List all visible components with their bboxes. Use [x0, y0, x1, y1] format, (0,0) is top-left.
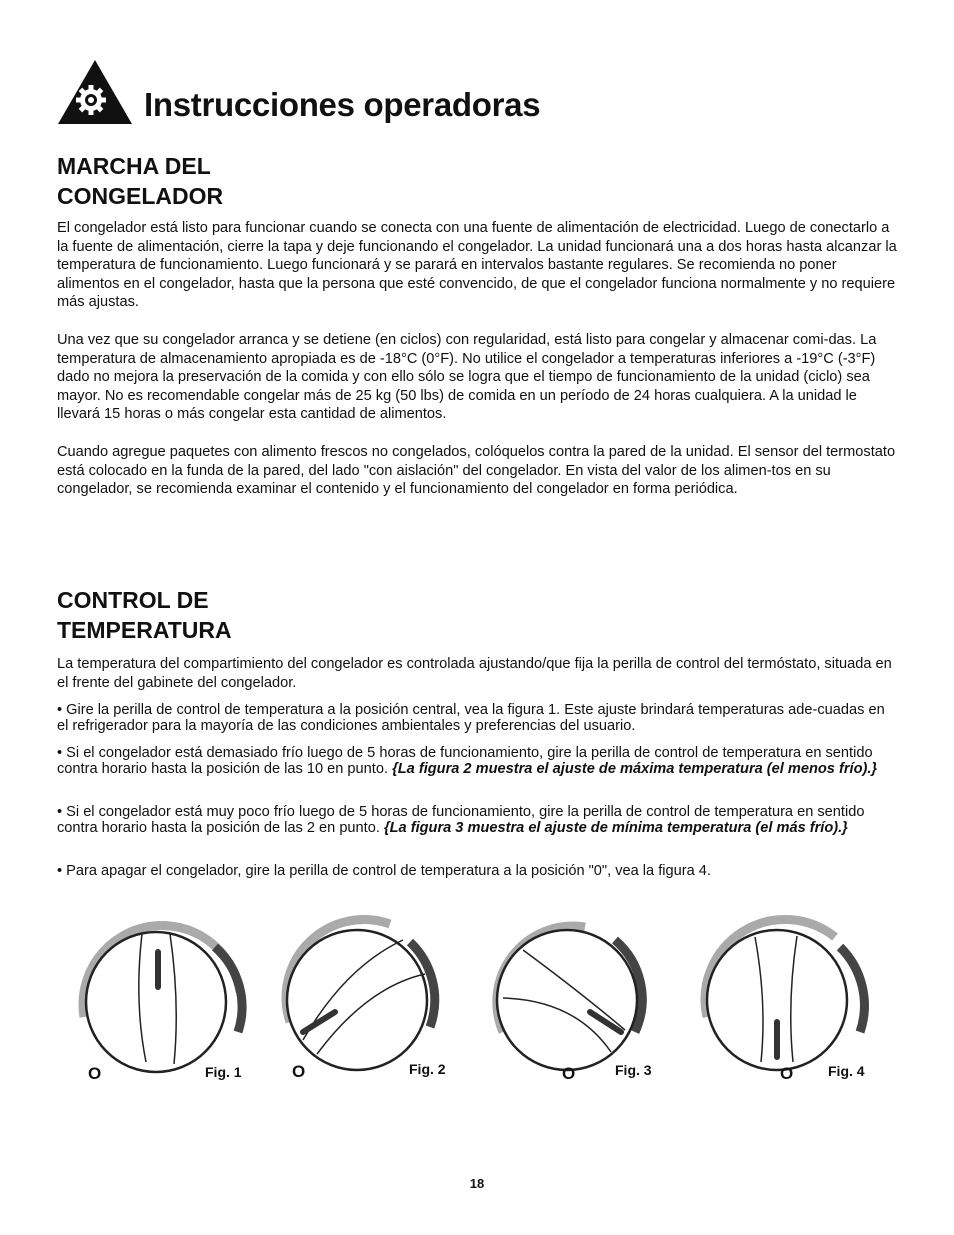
bullet-item: [57, 745, 899, 778]
paragraph: Una vez que su congelador arranca y se detiene (en ciclos) con regularidad, está listo para congelar y almacenar comi-das. La temperatura de almacenamiento apropiada es de -18°C (0°F). No utilice el congelador a temperaturas inferiores a -19°C (-3°F) dado no mejora la preservación de la comida y con ello sólo se logra que el tiempo de funcionamiento de la unidad (ciclo) sea mayor. No es recomendable congelar más de 25 kg (50 lbs) de comida en un período de 24 horas cualquiera. A la unidad le llevará 15 horas o más congelar esta cantidad de alimentos.: [57, 332, 877, 423]
bullet-text: • Si el congelador está demasiado frío luego de 5 horas de funcionamiento, gire la perilla de control de temperatura en sentido contra horario hasta la posición de las 10 en punto.: [57, 745, 873, 778]
paragraph: El congelador está listo para funcionar cuando se conecta con una fuente de alimentación de electricidad. Luego de conectarlo a la fuente de alimentación, cierre la tapa y deje funcionando el congelador. La unidad funcionará una a dos horas hasta alcanzar la temperatura de funcionamiento. Luego funcionará y se parará en intervalos bastante regulares. Se recomienda no poner alimentos en el congelador, hasta que la persona que esté convencido, de que el congelador funciona normalmente y no requiere más ajustas.: [57, 220, 897, 311]
thermostat-knob-min-temp-icon: [485, 912, 695, 1092]
paragraph: Cuando agregue paquetes con alimento frescos no congelados, colóquelos contra la pared de la unidad. El sensor del termostato está colocado en la funda de la pared, del lado "con aislación" del congelador. En vista del valor de los alimen-tos en su congelador, se recomienda examinar el contenido y el funcionamiento del congelador en forma periódica.: [57, 444, 896, 498]
section-heading-line: CONGELADOR: [57, 183, 224, 209]
figure-label: Fig. 4: [828, 1063, 865, 1079]
thermostat-knob-max-temp-icon: [275, 912, 485, 1092]
zero-mark: O: [780, 1064, 794, 1083]
bullet-item: [57, 702, 899, 735]
bullet-text: • Gire la perilla de control de temperatura a la posición central, vea la figura 1. Este ajuste brindará temperaturas ade-cuadas en el refrigerador para la mayoría de las condiciones ambientales y preferencias del usuario.: [57, 702, 885, 735]
figure-1: [70, 912, 280, 1092]
section-heading-line: CONTROL DE: [57, 587, 209, 613]
warning-gear-icon: [56, 58, 134, 126]
figure-label: Fig. 2: [409, 1061, 446, 1077]
section-heading-line: TEMPERATURA: [57, 617, 232, 643]
bullet-emphasis: {La figura 2 muestra el ajuste de máxima temperatura (el menos frío).}: [392, 761, 878, 778]
paragraph-intro: La temperatura del compartimiento del congelador es controlada ajustando/que fija la perilla de control del termóstato, situada en el frente del gabinete del congelador.: [57, 656, 892, 691]
section-heading-marcha: [57, 151, 377, 211]
figure-label: Fig. 3: [615, 1062, 652, 1078]
bullet-item: [57, 804, 899, 837]
bullet-text: • Para apagar el congelador, gire la perilla de control de temperatura a la posición "0", vea la figura 4.: [57, 863, 711, 879]
title-row: [56, 58, 916, 128]
thermostat-knob-center-icon: [70, 912, 280, 1092]
section-heading-line: MARCHA DEL: [57, 153, 211, 179]
page-number: 18: [469, 1176, 485, 1191]
page-title: Instrucciones operadoras: [144, 86, 541, 123]
figure-3: [485, 912, 695, 1092]
section-heading-control: [57, 585, 377, 645]
figure-label: Fig. 1: [205, 1064, 242, 1080]
thermostat-knob-off-icon: [695, 912, 905, 1092]
zero-mark: O: [562, 1064, 576, 1083]
bullet-text: • Si el congelador está muy poco frío luego de 5 horas de funcionamiento, gire la perilla de control de temperatura en sentido contra horario hasta la posición de las 2 en punto.: [57, 804, 865, 837]
bullet-item: [57, 863, 899, 879]
bullet-emphasis: {La figura 3 muestra el ajuste de mínima temperatura (el más frío).}: [383, 820, 848, 837]
zero-mark: O: [88, 1064, 102, 1083]
figure-2: [275, 912, 485, 1092]
zero-mark: O: [292, 1062, 306, 1081]
figure-4: [695, 912, 905, 1092]
thermostat-figures: [70, 912, 900, 1092]
